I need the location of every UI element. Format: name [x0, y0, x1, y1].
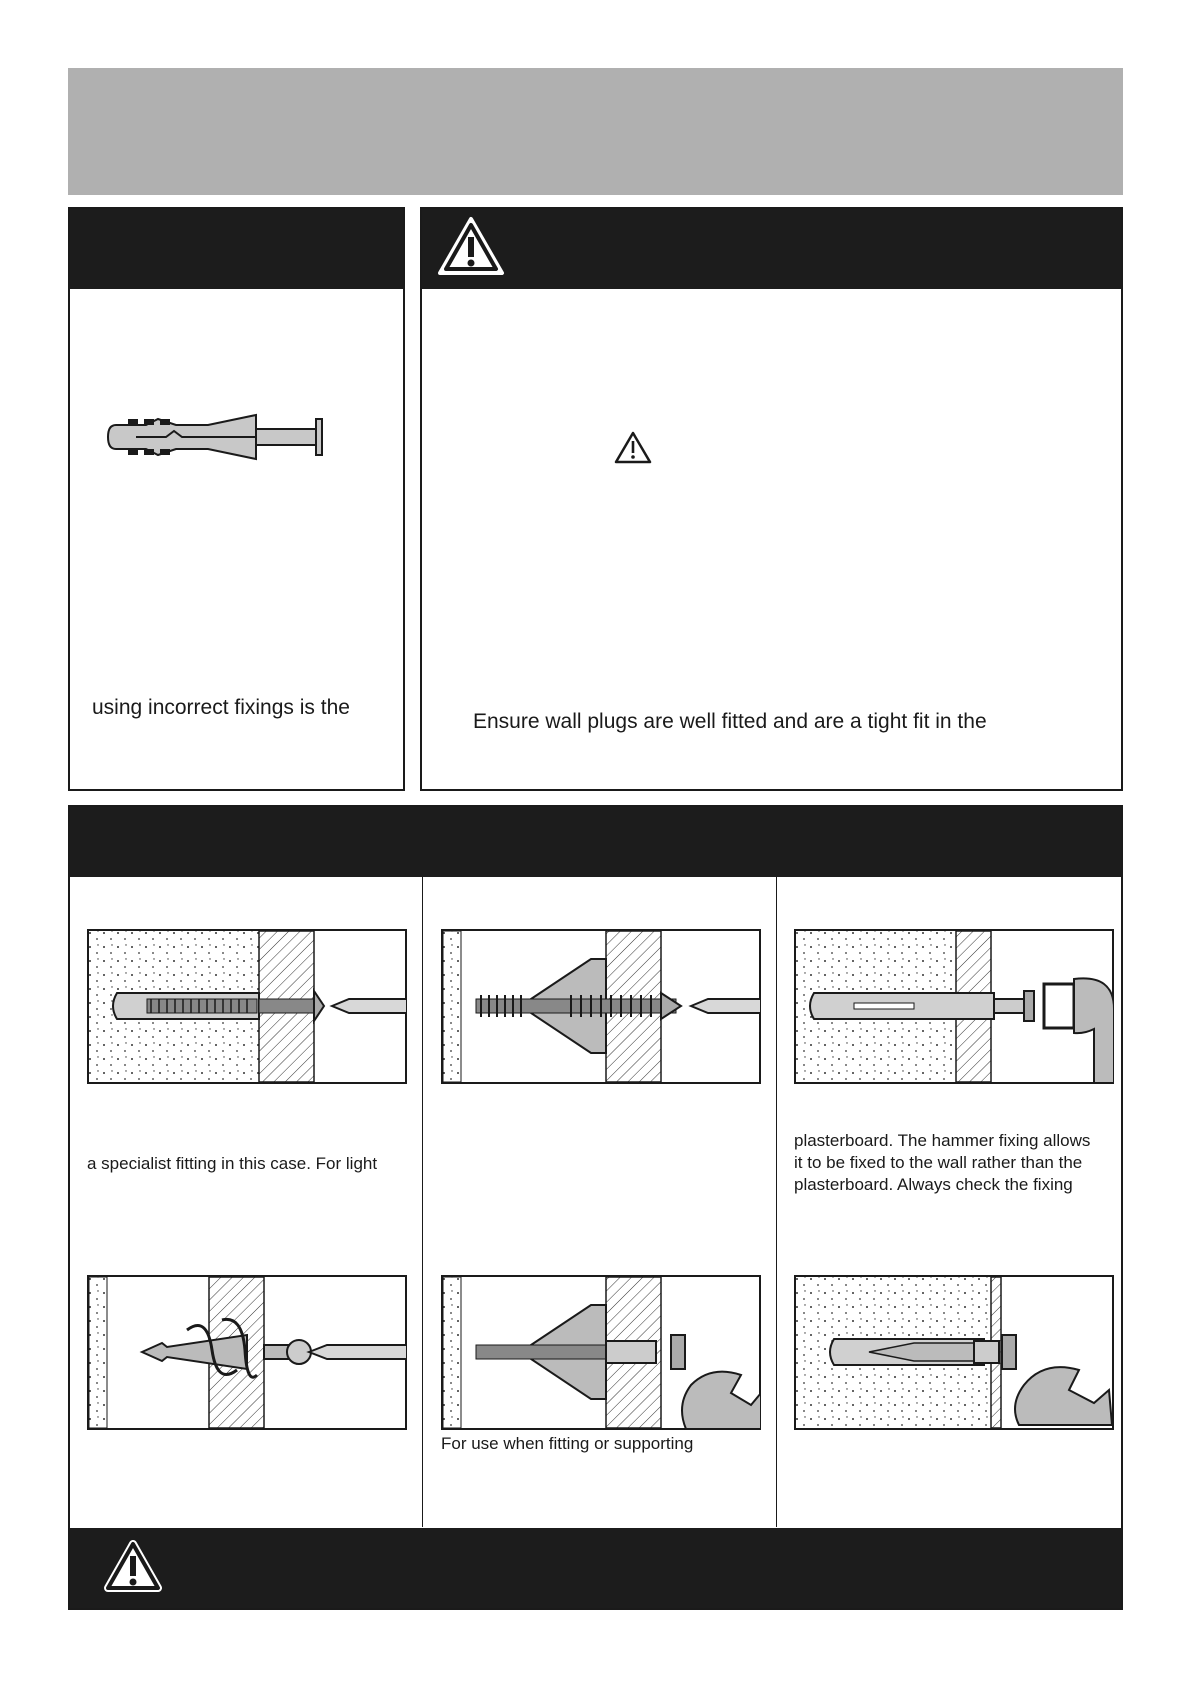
column-divider — [776, 877, 777, 1527]
column-divider — [422, 877, 423, 1527]
col3-text-line: plasterboard. Always check the fixing — [794, 1175, 1073, 1194]
wall-plug-text: using incorrect fixings is the — [92, 696, 350, 719]
warning-inline-icon — [613, 430, 653, 466]
fixing-types-header — [70, 807, 1121, 877]
warning-triangle-icon — [98, 1534, 168, 1598]
warning-triangle-icon — [436, 215, 506, 279]
title-banner — [68, 68, 1123, 195]
warning-text: Ensure wall plugs are well fitted and are a tight fit in the — [473, 710, 987, 733]
wall-plug-panel-header — [70, 209, 403, 289]
wall-plug-icon — [106, 411, 388, 463]
plasterboard-fixing-diagram — [87, 1275, 407, 1430]
col3-text-line: plasterboard. The hammer fixing allows — [794, 1131, 1091, 1150]
fixing-types-panel — [68, 805, 1123, 1610]
col1-text: a specialist fitting in this case. For light — [87, 1154, 378, 1173]
cavity-bolt-diagram — [441, 1275, 761, 1430]
warning-panel-header — [422, 209, 1121, 289]
bottom-warning-bar — [70, 1528, 1121, 1608]
wall-plug-panel — [68, 207, 405, 791]
col2-text: For use when fitting or supporting — [441, 1434, 694, 1453]
col3-text-line: it to be fixed to the wall rather than the — [794, 1153, 1083, 1172]
cavity-fixing-diagram — [441, 929, 761, 1084]
anchor-bolt-diagram — [794, 1275, 1114, 1430]
warning-panel — [420, 207, 1123, 791]
hammer-fixing-diagram — [794, 929, 1114, 1084]
masonry-screw-diagram — [87, 929, 407, 1084]
